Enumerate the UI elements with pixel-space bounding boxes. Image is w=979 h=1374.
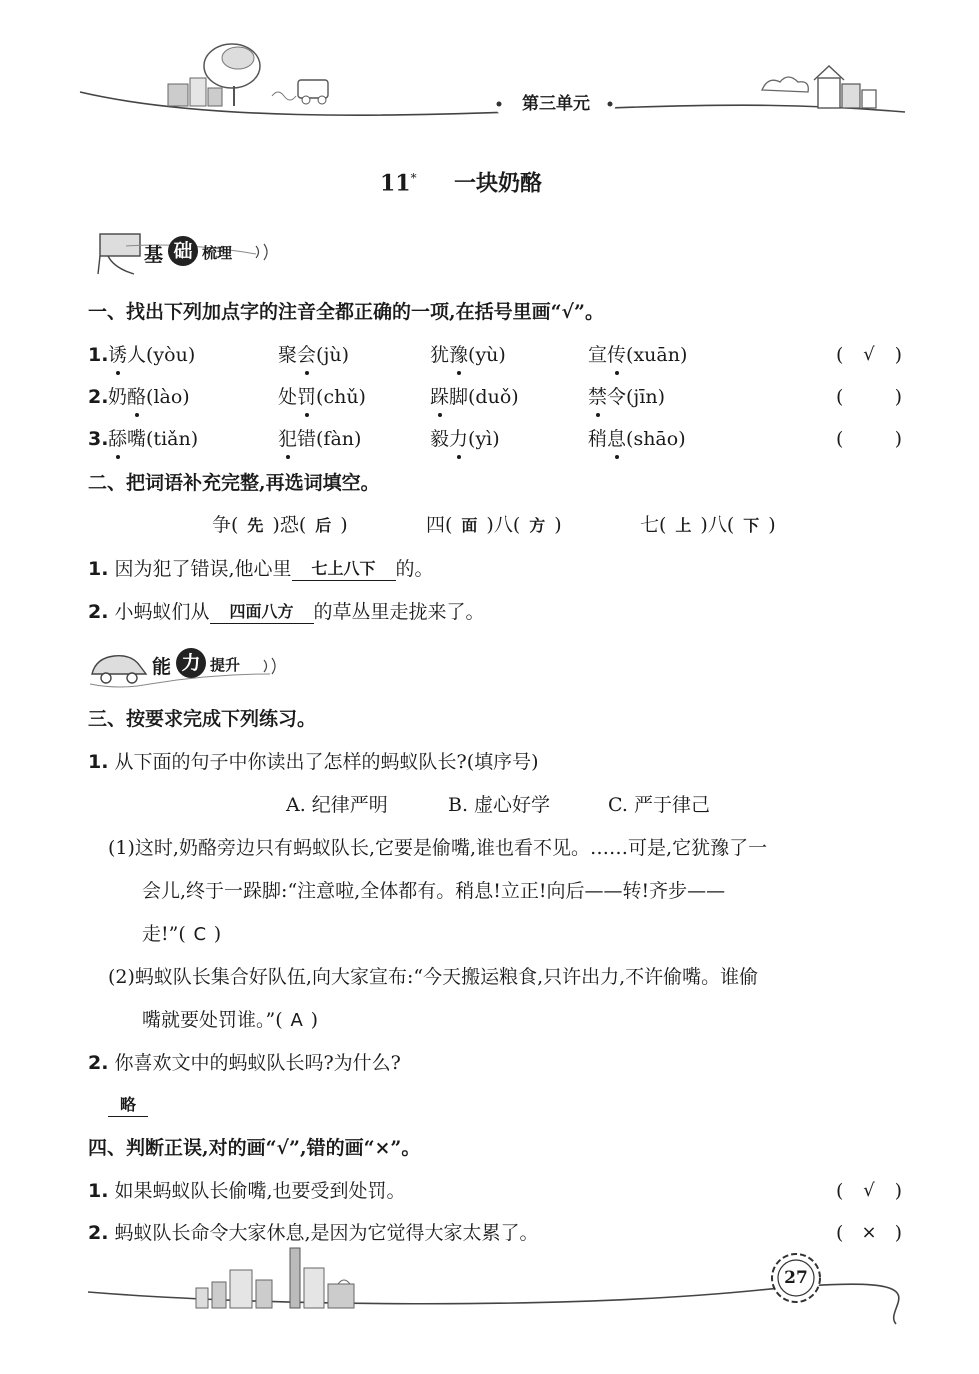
q1-row1-num: 1. [88, 344, 109, 366]
q2-sentence-2: 2. 小蚂蚁们从 四面八方 的草丛里走拢来了。 [88, 601, 485, 623]
q3-para2-line1: (2)蚂蚁队长集合好队伍,向大家宣布:“今天搬运粮食,只许出力,不许偷嘴。谁偷 [108, 966, 759, 988]
q1-row2-answer-box[interactable]: ( ) [836, 386, 902, 408]
q3-sub-2-answer[interactable]: 略 [108, 1094, 148, 1117]
q4-title: 四、判断正误,对的画“√”,错的画“×”。 [88, 1137, 421, 1159]
q1-row1-item1: 诱人(yòu) [108, 344, 196, 366]
lesson-title [380, 164, 600, 197]
q3-para2-line2: 嘴就要处罚谁。”( A ) [142, 1009, 319, 1031]
banner2-char-1: 能 [152, 656, 172, 678]
q3-title: 三、按要求完成下列练习。 [88, 708, 317, 730]
q1-row1-item4: 宣传(xuān) [588, 344, 688, 366]
q1-row1-item3: 犹豫(yù) [430, 344, 506, 366]
q4-item-2-answer: × [861, 1222, 877, 1243]
q3-option-b: B. 虚心好学 [448, 794, 551, 816]
q1-row1-answer-box[interactable]: ( √ ) [836, 344, 902, 366]
q4-item-2-answer-box[interactable]: ( × ) [836, 1222, 902, 1244]
q1-row3-item2: 犯错(fàn) [278, 428, 362, 450]
q4-item-1: 1. 如果蚂蚁队长偷嘴,也要受到处罚。 [88, 1180, 406, 1202]
q3-option-a: A. 纪律严明 [286, 794, 388, 816]
lesson-number: 11 [380, 170, 411, 197]
q1-title: 一、找出下列加点字的注音全都正确的一项,在括号里画“√”。 [88, 301, 604, 323]
q1-row3-answer-box[interactable]: ( ) [836, 428, 902, 450]
q1-row3-item1: 舔嘴(tiǎn) [108, 428, 199, 450]
q2-blank-1[interactable]: 七上八下 [292, 558, 396, 581]
banner-char-3: 梳理 [202, 244, 233, 262]
q1-row2-item3: 跺脚(duǒ) [430, 386, 519, 408]
q3-para1-line2: 会儿,终于一跺脚:“注意啦,全体都有。稍息!立正!向后——转!齐步—— [142, 880, 726, 902]
footer-decoration [0, 1240, 979, 1340]
ability-section-banner [86, 644, 286, 690]
q1-row3-num: 3. [88, 428, 109, 450]
banner2-char-2: 力 [176, 648, 206, 678]
q3-option-c: C. 严于律己 [608, 794, 710, 816]
lesson-name: 一块奶酪 [453, 170, 542, 197]
idiom-3: 七( 上 )八( 下 ) [640, 514, 776, 536]
q3-sub-1: 1. 从下面的句子中你读出了怎样的蚂蚁队长?(填序号) [88, 751, 539, 773]
header-decoration [0, 0, 979, 130]
page-number: 27 [784, 1268, 808, 1288]
q1-row2-item4: 禁令(jīn) [588, 386, 666, 408]
banner-char-2: 础 [168, 236, 198, 266]
q1-row3-item4: 稍息(shāo) [588, 428, 686, 450]
q3-para1-line1: (1)这时,奶酪旁边只有蚂蚁队长,它要是偷嘴,谁也看不见。……可是,它犹豫了一 [108, 837, 768, 859]
q1-row2-item2: 处罚(chǔ) [278, 386, 366, 408]
q1-row3-item3: 毅力(yì) [430, 428, 500, 450]
idiom-2: 四( 面 )八( 方 ) [426, 514, 562, 536]
q2-sentence-1: 1. 因为犯了错误,他心里 七上八下 的。 [88, 558, 434, 580]
unit-title: 第三单元 [522, 94, 590, 114]
q3-para2-answer[interactable]: A [290, 1010, 303, 1031]
q4-item-2: 2. 蚂蚁队长命令大家休息,是因为它觉得大家太累了。 [88, 1222, 539, 1244]
banner2-char-3: 提升 [210, 656, 241, 674]
q4-item-1-answer-box[interactable]: ( √ ) [836, 1180, 902, 1202]
banner-char-1: 基 [144, 244, 164, 266]
q3-para1-answer[interactable]: C [193, 924, 207, 945]
q1-row1-answer: √ [863, 344, 875, 365]
q4-item-1-answer: √ [863, 1180, 875, 1201]
q2-title: 二、把词语补充完整,再选词填空。 [88, 472, 380, 494]
q3-sub-2: 2. 你喜欢文中的蚂蚁队长吗?为什么? [88, 1052, 401, 1074]
q1-row1-item2: 聚会(jù) [278, 344, 349, 366]
idiom-1: 争( 先 )恐( 后 ) [212, 514, 348, 536]
q2-blank-2[interactable]: 四面八方 [210, 601, 314, 624]
lesson-star: * [410, 171, 417, 185]
q1-row2-item1: 奶酪(lào) [108, 386, 190, 408]
q1-row2-num: 2. [88, 386, 109, 408]
q3-para1-line3: 走!”( C ) [142, 923, 222, 945]
basic-section-banner [86, 232, 276, 278]
